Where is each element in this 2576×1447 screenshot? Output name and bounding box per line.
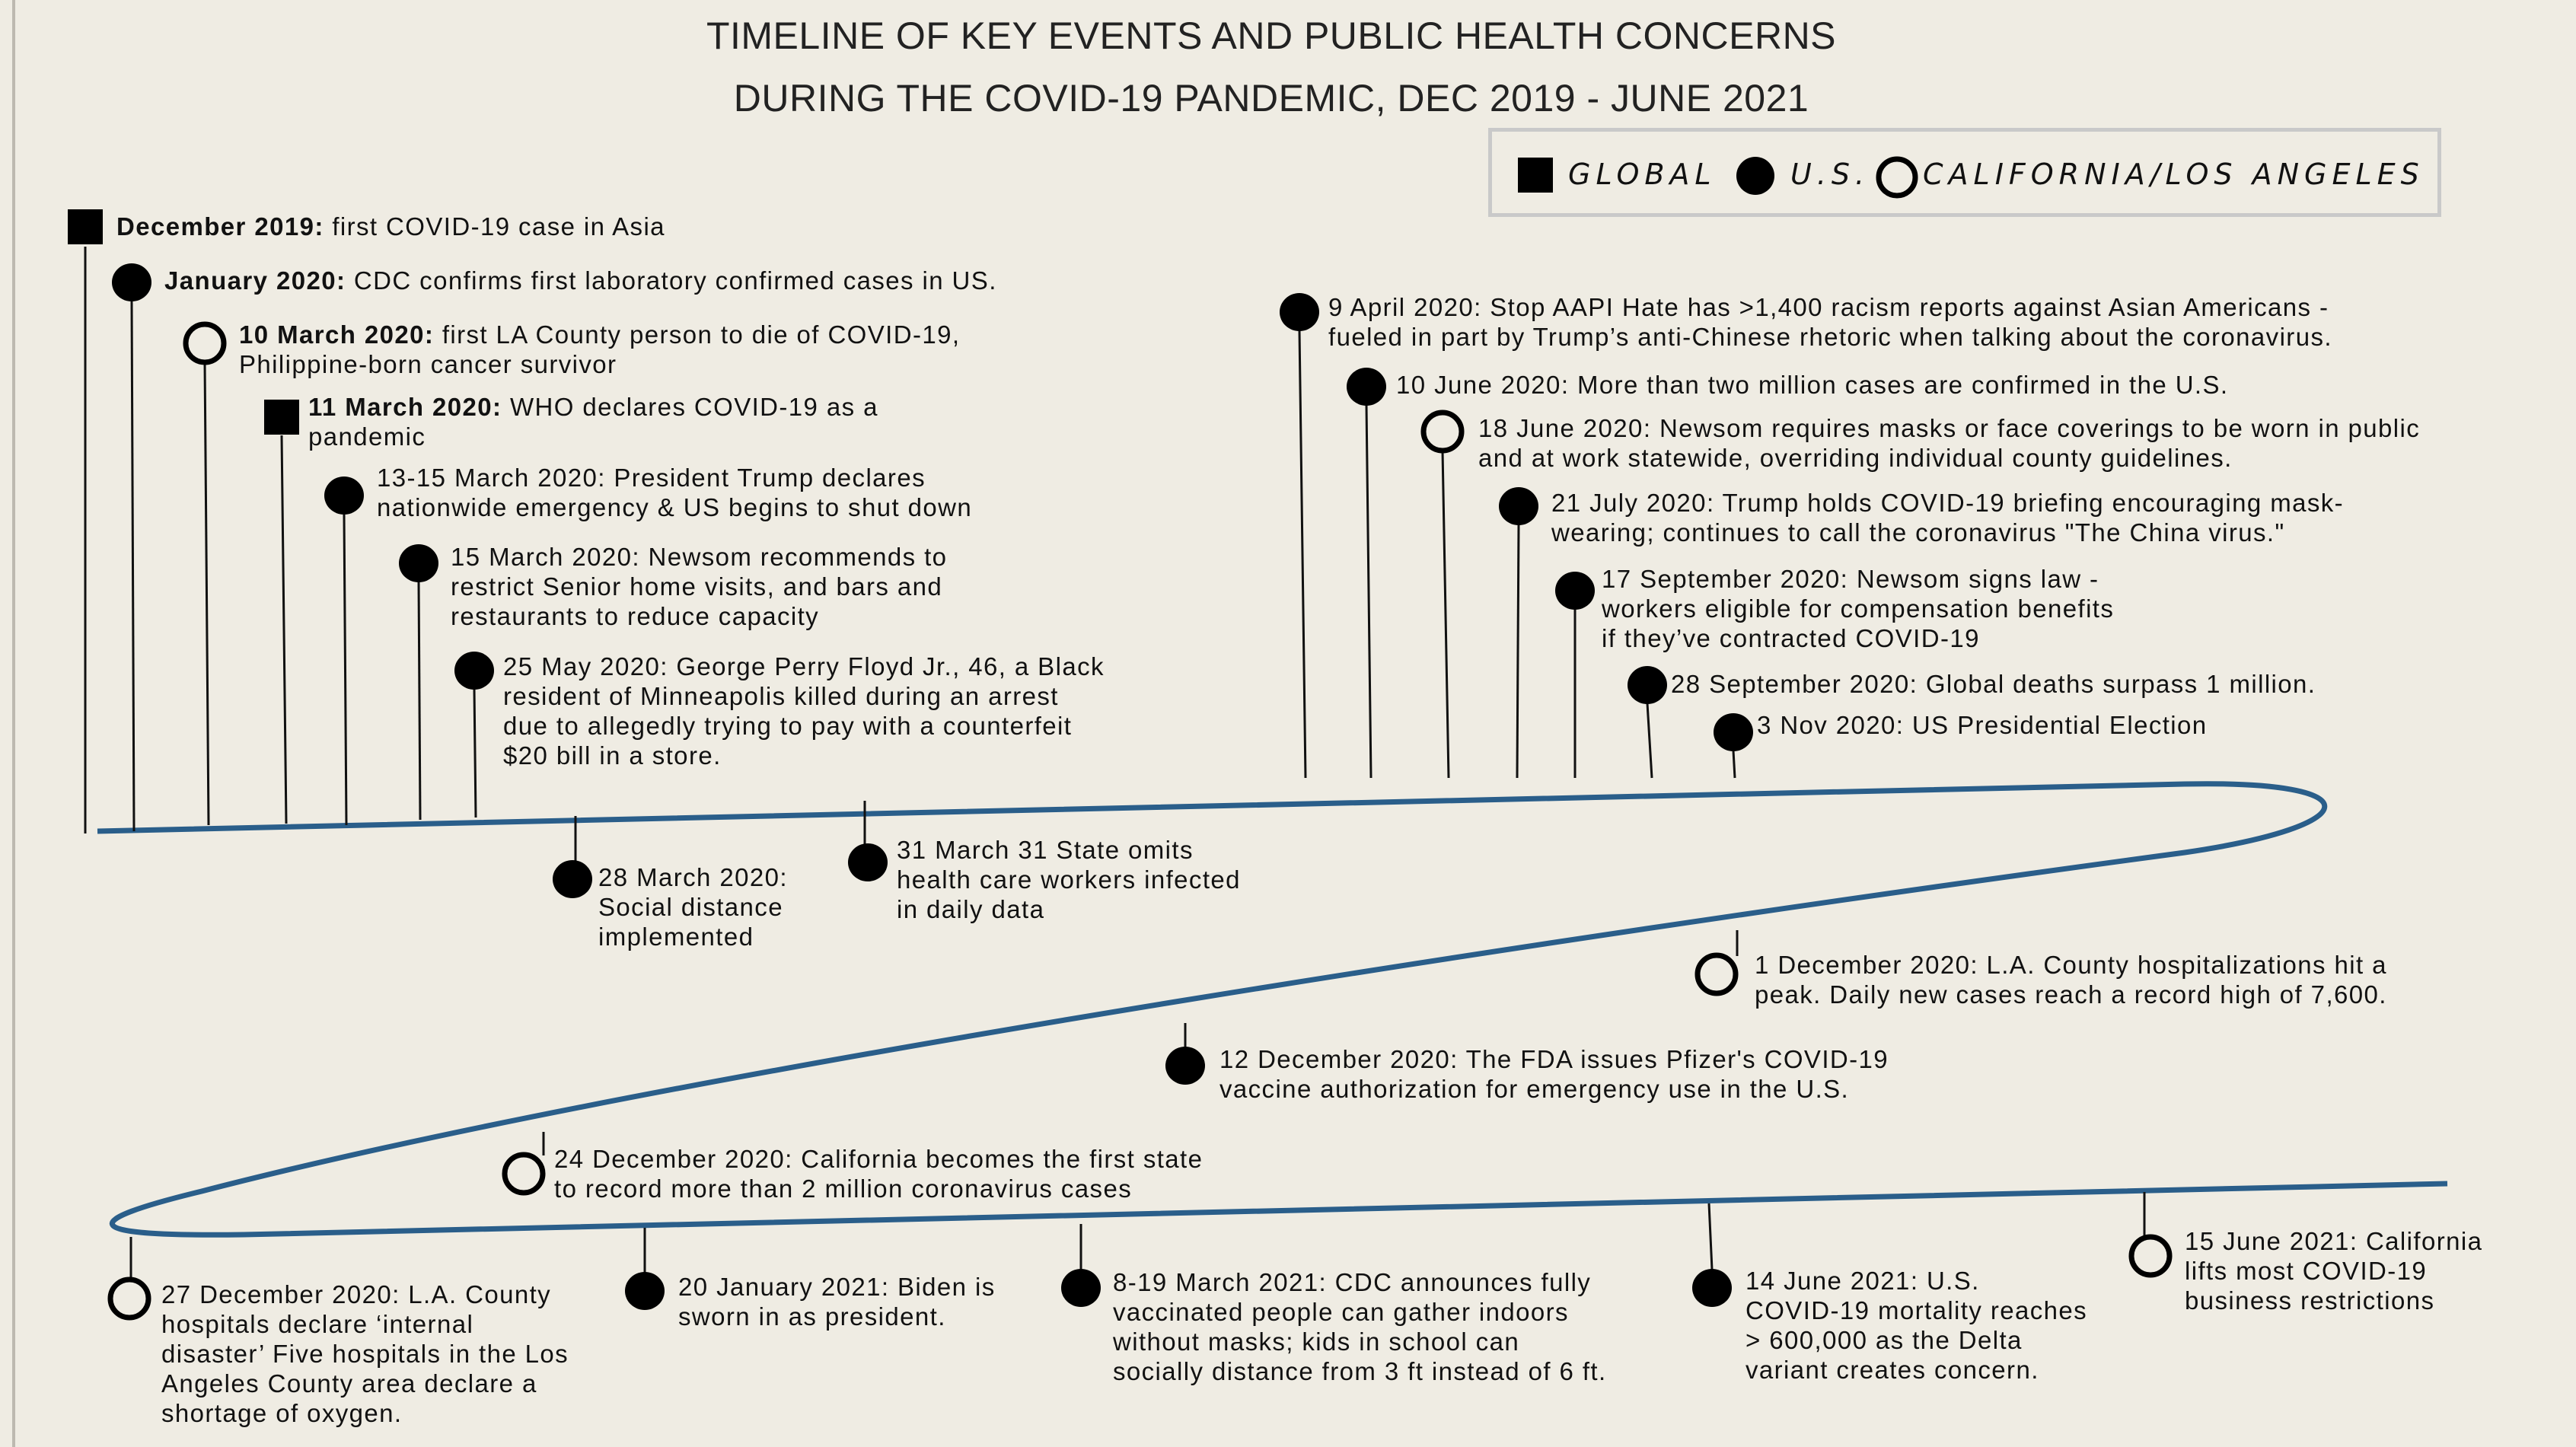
event-label-line: health care workers infected: [897, 865, 1241, 894]
event-label: [1396, 370, 2228, 400]
us-filled-circle-marker: [112, 263, 151, 301]
event-label-line: vaccinated people can gather indoors: [1113, 1298, 1569, 1326]
event-label: [1602, 564, 2114, 653]
event-label-line: socially distance from 3 ft instead of 6 ft.: [1113, 1357, 1607, 1385]
timeline-curve: [97, 784, 2447, 1235]
event-description: CDC confirms first laboratory confirmed cases in US.: [346, 266, 997, 295]
event-label-line: [164, 266, 997, 295]
event-description: first COVID-19 case in Asia: [324, 212, 665, 241]
us-filled-circle-marker: [454, 652, 494, 690]
event-date: 11 March 2020:: [308, 393, 502, 421]
california-hollow-circle-marker: [186, 324, 224, 362]
event-label-line: resident of Minneapolis killed during an arrest: [503, 682, 1059, 710]
us-filled-circle-marker: [324, 476, 364, 515]
california-hollow-circle-marker: [2131, 1237, 2170, 1275]
event-label-line: 12 December 2020: The FDA issues Pfizer's COVID-19: [1219, 1045, 1889, 1073]
event-stem: [282, 435, 286, 824]
us-filled-circle-marker: [1555, 572, 1595, 610]
event-label-line: 9 April 2020: Stop AAPI Hate has >1,400 racism reports against Asian Americans -: [1328, 293, 2329, 321]
event-date: January 2020:: [164, 266, 346, 295]
chart-title-line-1: TIMELINE OF KEY EVENTS AND PUBLIC HEALTH CONCERNS: [706, 14, 1837, 57]
event-label: [1478, 413, 2420, 473]
event-label-line: 15 March 2020: Newsom recommends to: [451, 543, 948, 571]
us-filled-circle-marker: [399, 544, 438, 582]
chart-title-line-2: DURING THE COVID-19 PANDEMIC, DEC 2019 - JUNE 2021: [733, 77, 1809, 120]
event-label-line: 18 June 2020: Newsom requires masks or face coverings to be worn in public: [1478, 414, 2421, 442]
event-label-line: 25 May 2020: George Perry Floyd Jr., 46, a Black: [503, 652, 1105, 680]
event-stem: [205, 362, 209, 825]
event-label: [1755, 950, 2387, 1009]
event-label-line: 21 July 2020: Trump holds COVID-19 briefing encouraging mask-: [1551, 489, 2345, 517]
event-label-line: vaccine authorization for emergency use in the U.S.: [1219, 1075, 1850, 1103]
event-stem: [1733, 751, 1735, 778]
event-stem: [1443, 451, 1449, 778]
event-label-line: 10 June 2020: More than two million cases are confirmed in the U.S.: [1396, 371, 2229, 399]
global-square-marker: [264, 400, 299, 435]
us-filled-circle-marker: [625, 1272, 665, 1310]
event-label-line: 28 March 2020:: [598, 863, 788, 891]
event-stem: [1709, 1203, 1712, 1270]
event-label-line: 20 January 2021: Biden is: [678, 1273, 996, 1301]
event-label-line: Angeles County area declare a: [161, 1369, 537, 1398]
event-stem: [1517, 524, 1519, 778]
us-filled-circle-marker: [848, 843, 888, 881]
us-filled-circle-marker: [553, 860, 592, 898]
california-hollow-circle-marker: [110, 1280, 148, 1318]
event-label-line: [116, 212, 665, 241]
event-label-line: [308, 392, 878, 422]
us-filled-circle-marker: [1692, 1269, 1732, 1307]
event-label-line: pandemic: [308, 422, 426, 451]
event-label: [239, 320, 960, 379]
event-stem: [419, 582, 420, 820]
event-label: [1757, 710, 2208, 740]
california-hollow-circle-marker: [505, 1155, 543, 1193]
event-label-line: if they’ve contracted COVID-19: [1602, 624, 1980, 652]
event-description: first LA County person to die of COVID-19,: [434, 320, 961, 349]
legend-label-california: CALIFORNIA/LOS ANGELES: [1923, 158, 2425, 191]
us-filled-circle-marker: [1499, 487, 1538, 525]
event-label-line: peak. Daily new cases reach a record high of 7,600.: [1755, 980, 2387, 1009]
event-label: [1551, 488, 2344, 547]
event-label-line: 31 March 31 State omits: [897, 836, 1194, 864]
event-label: [377, 463, 972, 522]
event-label-line: business restrictions: [2185, 1286, 2435, 1315]
event-label: [503, 652, 1105, 770]
legend-label-global: GLOBAL: [1568, 158, 1717, 191]
event-label-line: variant creates concern.: [1745, 1356, 2039, 1384]
event-label-line: in daily data: [897, 895, 1045, 923]
event-label-line: due to allegedly trying to pay with a counterfeit: [503, 712, 1073, 740]
us-filled-circle-marker: [1061, 1269, 1101, 1307]
event-label: [897, 835, 1241, 924]
event-label-line: 14 June 2021: U.S.: [1745, 1267, 1980, 1295]
california-hollow-circle-marker: [1698, 955, 1736, 993]
us-filled-circle-marker: [1628, 666, 1667, 704]
event-label-line: > 600,000 as the Delta: [1745, 1326, 2023, 1354]
california-hollow-circle-marker: [1423, 413, 1462, 451]
event-label: [2185, 1226, 2482, 1315]
event-label-line: to record more than 2 million coronavirus cases: [554, 1174, 1133, 1203]
event-date: December 2019:: [116, 212, 324, 241]
event-label-line: 27 December 2020: L.A. County: [161, 1280, 552, 1308]
event-label: [678, 1272, 996, 1331]
event-label: [1328, 292, 2332, 352]
event-label: [1745, 1266, 2087, 1385]
event-stem: [132, 301, 134, 831]
event-label-line: without masks; kids in school can: [1113, 1327, 1520, 1356]
event-stem: [474, 689, 476, 818]
event-label-line: implemented: [598, 923, 754, 951]
event-label-line: restrict Senior home visits, and bars and: [451, 572, 943, 601]
event-label-line: 8-19 March 2021: CDC announces fully: [1113, 1268, 1592, 1296]
event-label-line: 15 June 2021: California: [2185, 1227, 2483, 1255]
event-label-line: 28 September 2020: Global deaths surpass 1 million.: [1671, 670, 2316, 698]
event-label: [164, 266, 997, 295]
global-square-marker: [68, 209, 103, 244]
legend-label-us: U.S.: [1790, 158, 1870, 191]
event-date: 10 March 2020:: [239, 320, 435, 349]
event-label: [598, 862, 788, 951]
event-description: WHO declares COVID-19 as a: [502, 393, 878, 421]
us-filled-circle-marker: [1347, 368, 1386, 406]
event-label: [554, 1144, 1203, 1203]
event-label-line: Philippine-born cancer survivor: [239, 350, 617, 378]
event-stem: [344, 515, 346, 825]
us-filled-circle-marker: [1280, 293, 1319, 331]
event-label-line: hospitals declare ‘internal: [161, 1310, 474, 1338]
event-label-line: disaster’ Five hospitals in the Los: [161, 1340, 569, 1368]
us-filled-circle-marker: [1714, 713, 1753, 751]
event-stem: [1647, 703, 1652, 778]
event-label-line: and at work statewide, overriding individual county guidelines.: [1478, 444, 2233, 472]
event-label-line: shortage of oxygen.: [161, 1399, 403, 1427]
event-label: [451, 542, 947, 631]
event-label-line: $20 bill in a store.: [503, 741, 722, 770]
event-label: [161, 1280, 569, 1428]
event-label-line: [239, 320, 960, 349]
event-label-line: 17 September 2020: Newsom signs law -: [1602, 565, 2099, 593]
event-label-line: sworn in as president.: [678, 1302, 946, 1331]
event-label-line: 24 December 2020: California becomes the first state: [554, 1145, 1204, 1173]
event-label-line: wearing; continues to call the coronavirus "The China virus.": [1551, 518, 2285, 547]
event-label: [1113, 1267, 1607, 1386]
event-label-line: lifts most COVID-19: [2185, 1257, 2428, 1285]
event-label-line: 1 December 2020: L.A. County hospitalizations hit a: [1755, 951, 2387, 979]
event-stem: [1366, 405, 1371, 778]
event-label-line: restaurants to reduce capacity: [451, 602, 820, 630]
event-label-line: workers eligible for compensation benefits: [1602, 594, 2115, 623]
event-label: [1671, 669, 2316, 699]
event-label-line: 13-15 March 2020: President Trump declares: [377, 464, 926, 492]
event-label: [116, 212, 665, 241]
event-label: [308, 392, 878, 451]
event-label: [1219, 1044, 1889, 1104]
us-filled-circle-marker: [1165, 1047, 1205, 1085]
event-label-line: Social distance: [598, 893, 783, 921]
event-label-line: 3 Nov 2020: US Presidential Election: [1757, 711, 2208, 739]
event-label-line: fueled in part by Trump’s anti-Chinese rhetoric when talking about the coronavirus.: [1328, 323, 2332, 351]
event-label-line: nationwide emergency & US begins to shut down: [377, 493, 973, 521]
event-label-line: COVID-19 mortality reaches: [1745, 1296, 2088, 1324]
event-stem: [1299, 330, 1306, 778]
